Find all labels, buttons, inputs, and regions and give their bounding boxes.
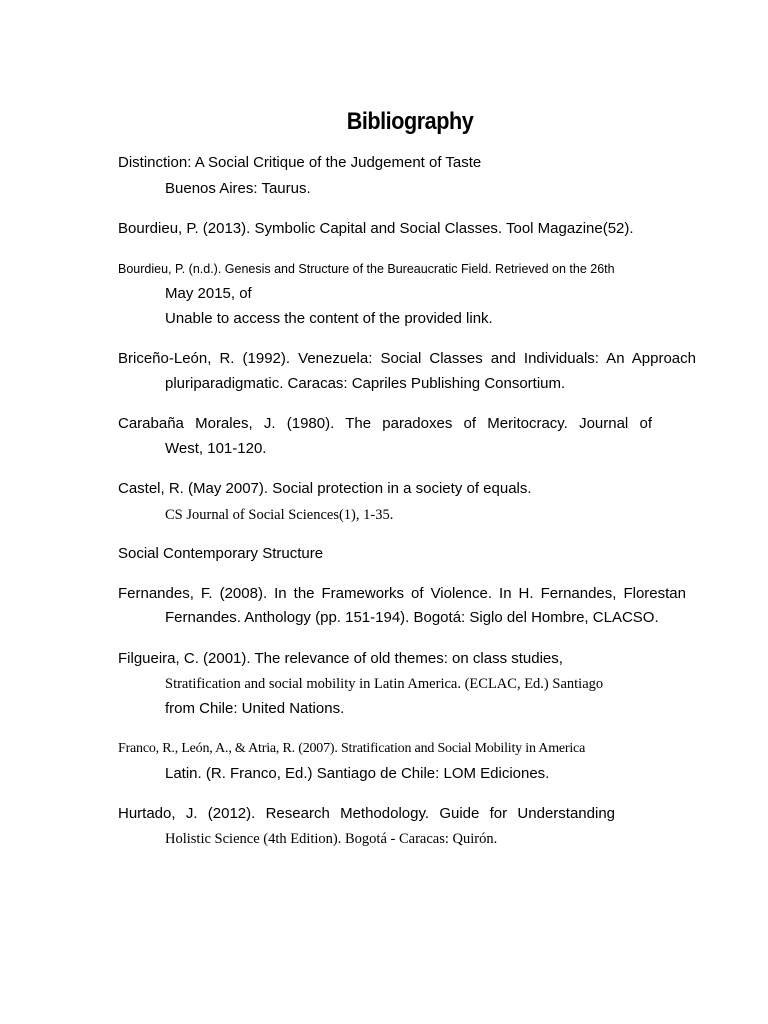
page-title: Bibliography [346,108,474,135]
entry-line: Holistic Science (4th Edition). Bogotá - Caracas: Quirón. [165,831,498,847]
entry-line: pluriparadigmatic. Caracas: Capriles Publishing Consortium. [165,375,566,392]
entry-line: Briceño-León, R. (1992). Venezuela: Social Classes and Individuals: An Approach [118,350,696,367]
entry-line: Franco, R., León, A., & Atria, R. (2007). Stratification and Social Mobility in America [118,741,586,756]
entry-line: Buenos Aires: Taurus. [165,180,311,197]
entry-line: Social Contemporary Structure [118,545,324,562]
entry-line: Filgueira, C. (2001). The relevance of old themes: on class studies, [118,650,563,667]
entry-line: Stratification and social mobility in Latin America. (ECLAC, Ed.) Santiago [165,676,604,692]
entry-line: West, 101-120. [165,440,267,457]
entry-line: Carabaña Morales, J. (1980). The paradoxes of Meritocracy. Journal of [118,415,652,432]
entry-line: Latin. (R. Franco, Ed.) Santiago de Chile: LOM Ediciones. [165,765,550,782]
entry-line: Distinction: A Social Critique of the Judgement of Taste [118,154,482,171]
entry-line: Unable to access the content of the provided link. [165,310,493,327]
entry-line: Bourdieu, P. (2013). Symbolic Capital and Social Classes. Tool Magazine(52). [118,220,634,237]
entry-line: Castel, R. (May 2007). Social protection in a society of equals. [118,480,532,497]
entry-line: Fernandes, F. (2008). In the Frameworks of Violence. In H. Fernandes, Florestan [118,585,686,602]
entry-line: CS Journal of Social Sciences(1), 1-35. [165,507,394,523]
entry-line: Bourdieu, P. (n.d.). Genesis and Structure of the Bureaucratic Field. Retrieved on the 26th [118,262,615,276]
entry-line: from Chile: United Nations. [165,700,345,717]
entry-line: Hurtado, J. (2012). Research Methodology. Guide for Understanding [118,805,615,822]
entry-line: Fernandes. Anthology (pp. 151-194). Bogotá: Siglo del Hombre, CLACSO. [165,609,659,626]
entry-line: May 2015, of [165,285,252,302]
